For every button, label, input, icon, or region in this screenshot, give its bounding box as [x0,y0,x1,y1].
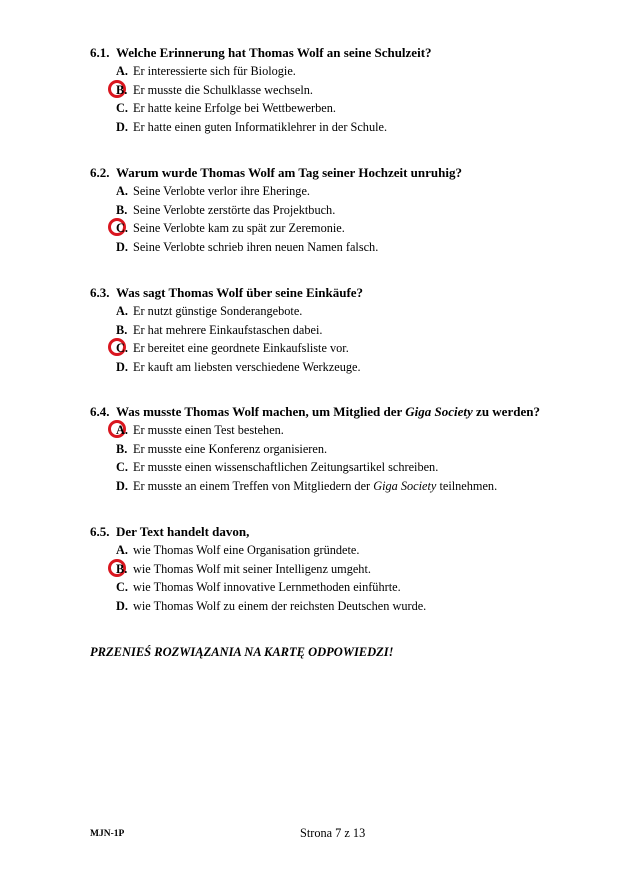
option-a[interactable]: A. wie Thomas Wolf eine Organisation gründete. [116,543,360,557]
answer-options [90,541,610,616]
option-a[interactable]: A. Er musste einen Test bestehen. [90,421,610,440]
question-6-3 [90,285,610,377]
answer-options [90,182,610,257]
question-6-2 [90,165,610,257]
option-b[interactable]: B. Seine Verlobte zerstörte das Projektbuch. [116,202,336,217]
question-title: 6.4. Was musste Thomas Wolf machen, um Mitglied der Giga Society zu werden? [90,404,540,419]
option-b[interactable]: B. wie Thomas Wolf mit seiner Intelligenz umgeht. [90,560,610,579]
answer-options [90,421,610,496]
question-title: 6.5. Der Text handelt davon, [90,524,250,539]
option-d[interactable]: D. Er hatte einen guten Informatiklehrer in der Schule. [116,120,388,135]
option-c[interactable]: C. Seine Verlobte kam zu spät zur Zeremonie. [90,219,610,238]
option-b[interactable]: B. Er musste eine Konferenz organisieren. [116,441,328,456]
option-b[interactable]: B. Er musste die Schulklasse wechseln. [90,81,610,100]
question-title: 6.2. Warum wurde Thomas Wolf am Tag seiner Hochzeit unruhig? [90,165,462,180]
question-6-5 [90,524,610,616]
option-d[interactable]: D. Seine Verlobte schrieb ihren neuen Namen falsch. [116,240,379,255]
page-number: Strona 7 z 13 [300,826,366,840]
question-6-1 [90,45,610,137]
transfer-answers-notice: PRZENIEŚ ROZWIĄZANIA NA KARTĘ ODPOWIEDZI! [90,645,394,659]
option-d[interactable]: D. wie Thomas Wolf zu einem der reichsten Deutschen wurde. [116,599,427,614]
option-c[interactable]: C. Er bereitet eine geordnete Einkaufsliste vor. [90,339,610,358]
question-6-4 [90,404,610,496]
exam-code: MJN-1P [90,829,125,839]
option-a[interactable]: A. Er interessierte sich für Biologie. [116,64,296,78]
option-d[interactable]: D. Er kauft am liebsten verschiedene Werkzeuge. [116,360,361,375]
option-a[interactable]: A. Er nutzt günstige Sonderangebote. [116,304,303,318]
answer-options [90,302,610,377]
option-b[interactable]: B. Er hat mehrere Einkaufstaschen dabei. [116,322,323,337]
option-a[interactable]: A. Seine Verlobte verlor ihre Eheringe. [116,184,310,198]
option-c[interactable]: C. Er hatte keine Erfolge bei Wettbewerben. [116,101,336,116]
question-title: 6.1. Welche Erinnerung hat Thomas Wolf an seine Schulzeit? [90,45,432,60]
question-title: 6.3. Was sagt Thomas Wolf über seine Einkäufe? [90,285,364,300]
answer-options [90,62,610,137]
option-d[interactable]: D. Er musste an einem Treffen von Mitgliedern der Giga Society teilnehmen. [116,479,498,494]
option-c[interactable]: C. Er musste einen wissenschaftlichen Zeitungsartikel schreiben. [116,460,439,475]
option-c[interactable]: C. wie Thomas Wolf innovative Lernmethoden einführte. [116,580,401,595]
